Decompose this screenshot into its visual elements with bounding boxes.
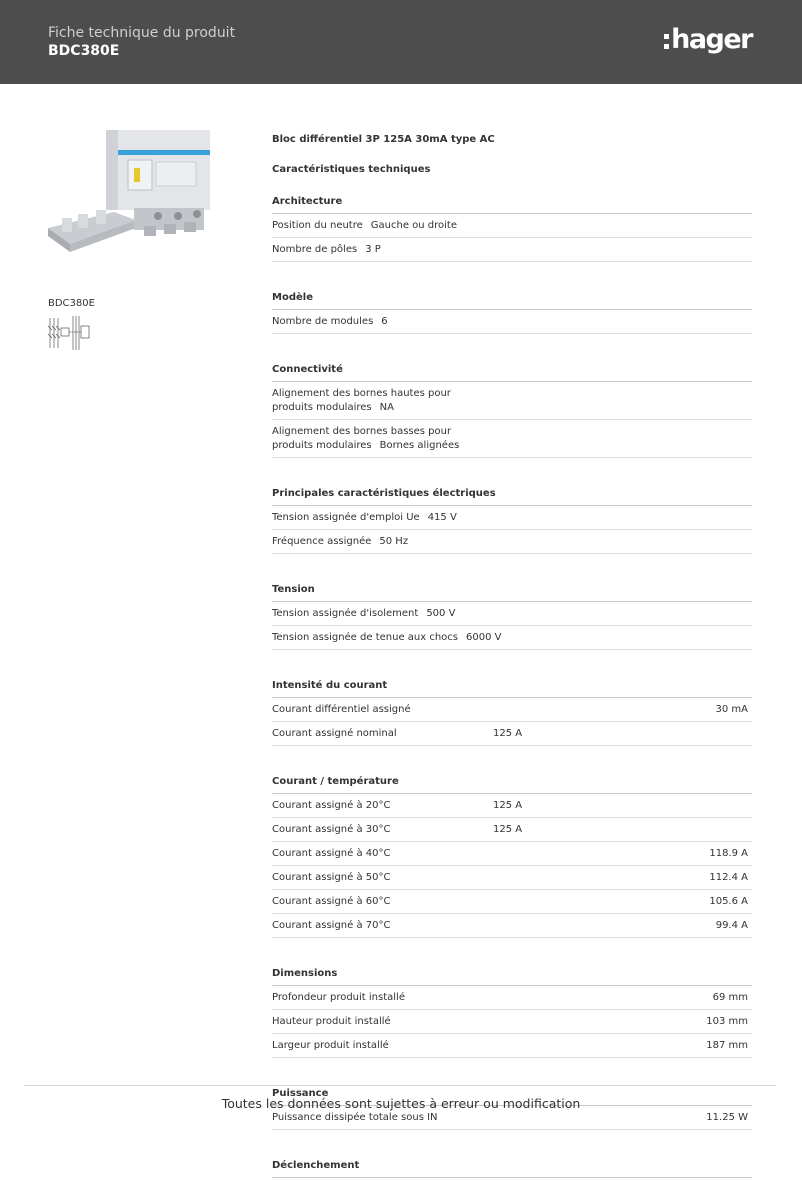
spec-label: Courant assigné à 40°C xyxy=(272,848,391,859)
spec-row xyxy=(272,698,752,722)
spec-row xyxy=(272,986,752,1010)
spec-label: Profondeur produit installé xyxy=(272,992,405,1003)
spec-row xyxy=(272,238,752,262)
spec-label: Courant assigné à 60°C xyxy=(272,896,391,907)
spec-value: Bornes alignées xyxy=(379,440,460,451)
spec-subtitle: Caractéristiques techniques xyxy=(272,164,431,175)
spec-label: Fréquence assignée xyxy=(272,536,372,547)
spec-label: Alignement des bornes basses pour produits modulaires Bornes alignées xyxy=(272,426,460,451)
spec-value: 125 A xyxy=(493,728,523,739)
spec-row xyxy=(272,794,752,818)
spec-value: 118.9 A xyxy=(709,848,748,859)
spec-label: Courant différentiel assigné xyxy=(272,704,411,715)
spec-label: Nombre de pôles xyxy=(272,244,358,255)
spec-label: Courant assigné à 20°C xyxy=(272,800,391,811)
header-subtitle: Fiche technique du produit xyxy=(48,25,236,41)
spec-label: Position du neutre xyxy=(272,220,363,231)
spec-value: 125 A xyxy=(493,824,523,835)
section-title: Courant / température xyxy=(272,776,752,794)
section-title: Architecture xyxy=(272,196,752,214)
spec-row xyxy=(272,1010,752,1034)
spec-value: 6 xyxy=(381,316,388,327)
logo-text: hager xyxy=(671,24,752,55)
spec-value: 50 Hz xyxy=(379,536,409,547)
spec-value: 415 V xyxy=(427,512,457,523)
spec-content xyxy=(272,128,752,1202)
spec-value: 30 mA xyxy=(715,704,748,715)
spec-section xyxy=(272,1160,752,1202)
spec-label: Tension assignée de tenue aux chocs xyxy=(272,632,459,643)
section-title: Modèle xyxy=(272,292,752,310)
spec-label: Hauteur produit installé xyxy=(272,1016,391,1027)
spec-label: Tension assignée d'isolement xyxy=(272,608,419,619)
spec-sections xyxy=(272,196,752,1202)
spec-label: Courant assigné nominal xyxy=(272,728,397,739)
spec-row xyxy=(272,602,752,626)
spec-row xyxy=(272,626,752,650)
section-title: Dimensions xyxy=(272,968,752,986)
section-title: Intensité du courant xyxy=(272,680,752,698)
spec-row xyxy=(272,382,752,420)
section-title: Connectivité xyxy=(272,364,752,382)
spec-value: 112.4 A xyxy=(709,872,748,883)
spec-label: Courant assigné à 30°C xyxy=(272,824,391,835)
spec-label: Tension assignée d'emploi Ue xyxy=(272,512,420,523)
spec-row xyxy=(272,818,752,842)
spec-section xyxy=(272,196,752,286)
spec-row xyxy=(272,722,752,746)
section-title: Principales caractéristiques électriques xyxy=(272,488,752,506)
footer-divider xyxy=(24,1085,776,1086)
spec-row xyxy=(272,1034,752,1058)
spec-value: 105.6 A xyxy=(709,896,748,907)
spec-value: Gauche ou droite xyxy=(370,220,458,231)
spec-section xyxy=(272,292,752,358)
spec-section xyxy=(272,680,752,770)
spec-row xyxy=(272,866,752,890)
section-title: Puissance xyxy=(272,1088,752,1106)
wiring-diagram xyxy=(47,314,93,352)
spec-row xyxy=(272,530,752,554)
spec-row xyxy=(272,310,752,334)
spec-row xyxy=(272,914,752,938)
spec-value: 187 mm xyxy=(706,1040,748,1051)
spec-label: Alignement des bornes hautes pour produits modulaires NA xyxy=(272,388,451,413)
spec-value: 103 mm xyxy=(706,1016,748,1027)
spec-row xyxy=(272,420,752,458)
spec-row xyxy=(272,890,752,914)
page-header xyxy=(0,0,802,84)
spec-value: 99.4 A xyxy=(715,920,748,931)
header-reference: BDC380E xyxy=(48,43,120,59)
spec-value: 500 V xyxy=(426,608,456,619)
spec-row xyxy=(272,506,752,530)
spec-section xyxy=(272,968,752,1082)
spec-value: 125 A xyxy=(493,800,523,811)
spec-value: 6000 V xyxy=(466,632,502,643)
spec-label: Largeur produit installé xyxy=(272,1040,389,1051)
spec-section xyxy=(272,584,752,674)
spec-row xyxy=(272,214,752,238)
product-title: Bloc différentiel 3P 125A 30mA type AC xyxy=(272,134,495,145)
spec-label: Puissance dissipée totale sous IN xyxy=(272,1112,438,1123)
product-image xyxy=(44,128,214,260)
spec-section xyxy=(272,488,752,578)
spec-value: NA xyxy=(379,402,394,413)
spec-section xyxy=(272,776,752,962)
spec-value: 69 mm xyxy=(712,992,748,1003)
spec-section xyxy=(272,364,752,482)
section-title: Tension xyxy=(272,584,752,602)
section-title: Déclenchement xyxy=(272,1160,752,1178)
logo-dots-icon xyxy=(664,34,669,49)
spec-row xyxy=(272,842,752,866)
hager-logo xyxy=(664,24,752,55)
spec-label: Courant assigné à 50°C xyxy=(272,872,391,883)
footer-disclaimer: Toutes les données sont sujettes à erreur ou modification xyxy=(221,1096,581,1111)
spec-value: 3 P xyxy=(365,244,381,255)
spec-label: Courant assigné à 70°C xyxy=(272,920,391,931)
wiring-reference-label: BDC380E xyxy=(48,298,95,309)
spec-label: Nombre de modules xyxy=(272,316,374,327)
spec-value: 11.25 W xyxy=(706,1112,748,1123)
